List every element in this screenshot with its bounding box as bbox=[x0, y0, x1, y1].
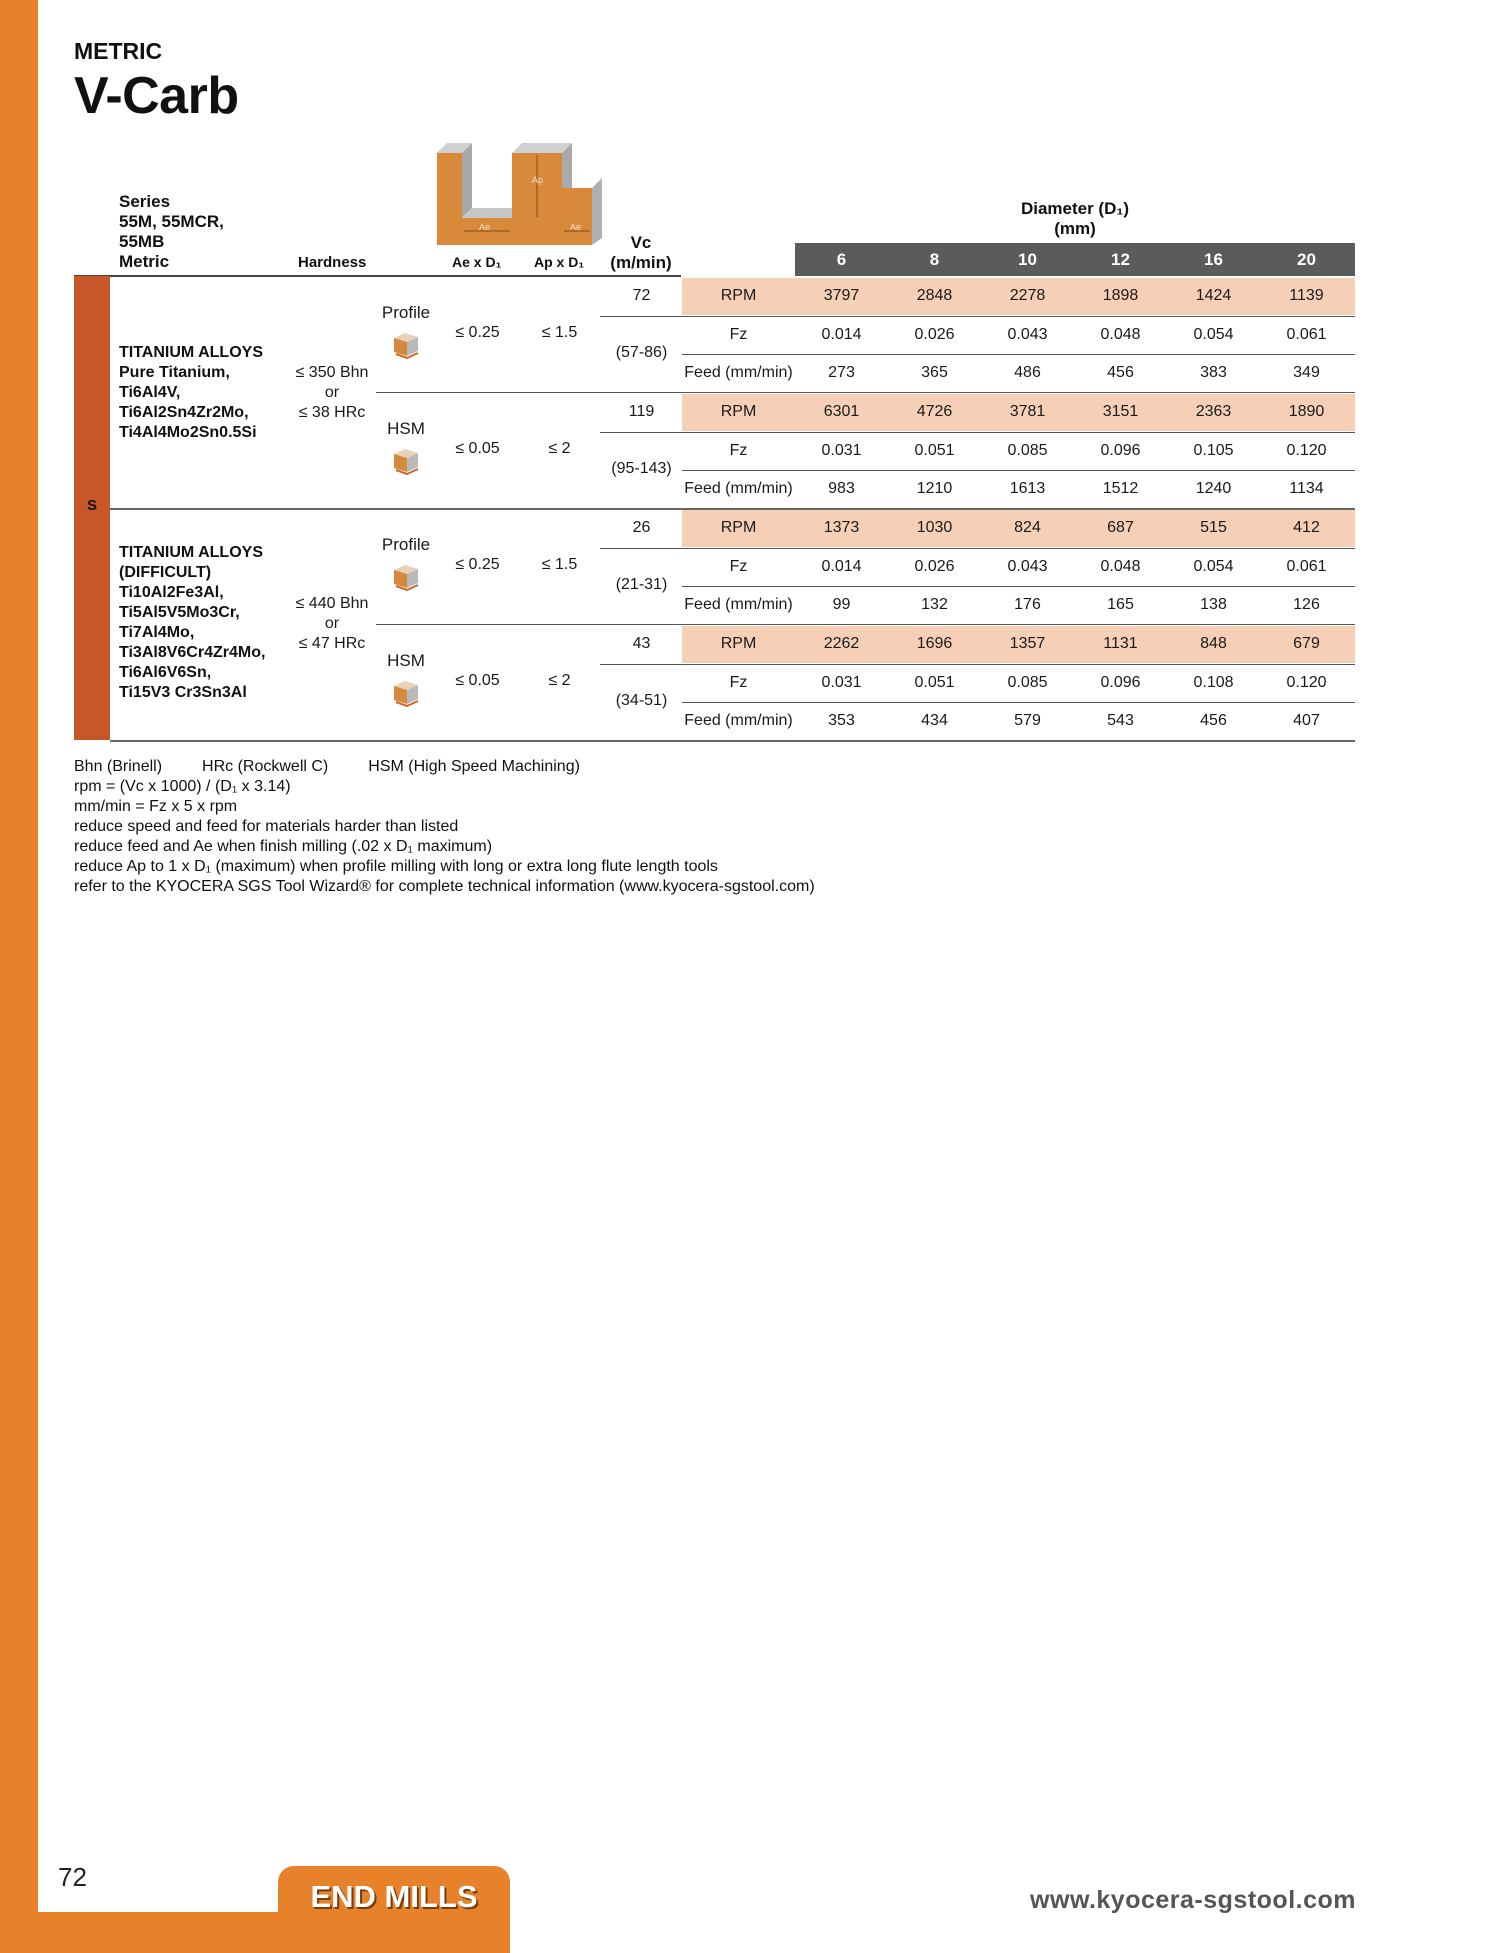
table-cell: 0.014 bbox=[821, 557, 862, 575]
table-cell: 165 bbox=[1107, 596, 1134, 613]
material-line: Ti10Al2Fe3Al, bbox=[119, 584, 224, 601]
strategy-name: HSM bbox=[387, 651, 425, 670]
ap-value: ≤ 2 bbox=[548, 440, 571, 457]
vc-range: (57-86) bbox=[615, 344, 668, 361]
table-cell: 1898 bbox=[1102, 287, 1139, 304]
strategy-name: Profile bbox=[381, 303, 431, 322]
ap-header: Ap x D₁ bbox=[534, 254, 585, 270]
table-cell: 0.054 bbox=[1193, 557, 1234, 575]
row-label-fz: Fz bbox=[729, 557, 748, 575]
material-line: TITANIUM ALLOYS bbox=[119, 544, 263, 561]
material-description bbox=[119, 543, 265, 703]
vc-value: 119 bbox=[628, 403, 655, 420]
row-label-rpm: RPM bbox=[720, 403, 757, 420]
material-line: Ti7Al4Mo, bbox=[119, 624, 195, 641]
tool-path-cube-icon bbox=[391, 329, 421, 359]
row-divider bbox=[600, 432, 1355, 433]
table-cell: 2363 bbox=[1195, 403, 1232, 420]
diameter-col-3: 12 bbox=[1111, 250, 1130, 269]
unit-system-label: METRIC bbox=[74, 38, 163, 64]
table-cell: 2278 bbox=[1009, 287, 1046, 304]
row-label-feed: Feed (mm/min) bbox=[684, 364, 793, 381]
hardness-line: ≤ 47 HRc bbox=[298, 635, 366, 652]
table-cell: 126 bbox=[1293, 596, 1320, 613]
note-line: refer to the KYOCERA SGS Tool Wizard® for complete technical information (www.kyocera-sgstool.com) bbox=[74, 878, 815, 895]
table-cell: 2848 bbox=[916, 287, 953, 304]
diagram-ap-label: Ap bbox=[532, 175, 544, 185]
vc-header: Vc (m/min) bbox=[610, 233, 672, 272]
footer-section-tab[interactable]: END MILLS bbox=[278, 1866, 510, 1953]
table-cell: 486 bbox=[1014, 364, 1041, 381]
row-label-feed: Feed (mm/min) bbox=[684, 596, 793, 613]
note-line: reduce feed and Ae when finish milling (.02 x D₁ maximum) bbox=[74, 838, 493, 855]
table-cell: 0.051 bbox=[914, 673, 955, 691]
hardness-value bbox=[286, 594, 378, 654]
table-cell: 3781 bbox=[1009, 403, 1046, 420]
diameter-col-1: 8 bbox=[929, 250, 940, 269]
hardness-header: Hardness bbox=[298, 254, 367, 271]
table-cell: 1512 bbox=[1102, 480, 1139, 497]
page-number: 72 bbox=[58, 1862, 87, 1892]
table-cell: 0.031 bbox=[821, 441, 862, 459]
table-cell: 1210 bbox=[916, 480, 953, 497]
legend-hrc: HRc (Rockwell C) bbox=[202, 758, 329, 775]
material-line: Pure Titanium, bbox=[119, 364, 230, 381]
footer-band bbox=[0, 1912, 278, 1953]
note-line: reduce Ap to 1 x D₁ (maximum) when profile milling with long or extra long flute length tools bbox=[74, 858, 718, 875]
table-cell: 515 bbox=[1200, 519, 1227, 536]
table-cell: 0.061 bbox=[1286, 325, 1327, 343]
table-cell: 412 bbox=[1293, 519, 1320, 536]
legend-hsm: HSM (High Speed Machining) bbox=[368, 758, 580, 775]
row-label-fz: Fz bbox=[729, 325, 748, 343]
table-cell: 1613 bbox=[1009, 480, 1046, 497]
material-line: Ti5Al5V5Mo3Cr, bbox=[119, 604, 240, 621]
tool-path-cube-icon bbox=[391, 561, 421, 591]
material-line: Ti6Al6V6Sn, bbox=[119, 664, 212, 681]
row-divider bbox=[600, 316, 1355, 317]
material-line: TITANIUM ALLOYS bbox=[119, 344, 263, 361]
note-line: mm/min = Fz x 5 x rpm bbox=[74, 798, 238, 815]
strategy-divider bbox=[376, 392, 1355, 393]
page-title: V-Carb bbox=[74, 67, 239, 125]
ae-value: ≤ 0.05 bbox=[455, 440, 500, 457]
table-cell: 3151 bbox=[1102, 403, 1139, 420]
table-cell: 456 bbox=[1200, 712, 1227, 729]
table-cell: 0.105 bbox=[1193, 441, 1234, 459]
table-cell: 138 bbox=[1200, 596, 1227, 613]
notes bbox=[74, 757, 815, 897]
table-cell: 1890 bbox=[1288, 403, 1325, 420]
ae-value: ≤ 0.05 bbox=[455, 672, 500, 689]
diameter-col-0: 6 bbox=[836, 250, 847, 269]
table-cell: 273 bbox=[828, 364, 855, 381]
table-cell: 0.014 bbox=[821, 325, 862, 343]
table-cell: 0.108 bbox=[1193, 673, 1234, 691]
hardness-line: or bbox=[324, 615, 340, 632]
ae-header: Ae x D₁ bbox=[452, 254, 502, 270]
table-cell: 0.048 bbox=[1100, 325, 1141, 343]
table-cell: 0.054 bbox=[1193, 325, 1234, 343]
row-divider bbox=[682, 702, 1355, 703]
table-cell: 407 bbox=[1293, 712, 1320, 729]
table-cell: 1357 bbox=[1009, 635, 1046, 652]
group-divider bbox=[110, 740, 1355, 742]
vc-range: (21-31) bbox=[615, 576, 668, 593]
ae-value: ≤ 0.25 bbox=[455, 324, 500, 341]
row-divider bbox=[600, 664, 1355, 665]
tool-path-cube-icon bbox=[391, 677, 421, 707]
table-cell: 0.061 bbox=[1286, 557, 1327, 575]
ap-value: ≤ 1.5 bbox=[541, 324, 578, 341]
tool-path-cube-icon bbox=[391, 445, 421, 475]
diameter-col-4: 16 bbox=[1204, 250, 1223, 269]
table-cell: 0.026 bbox=[914, 325, 955, 343]
row-divider bbox=[682, 354, 1355, 355]
table-cell: 1139 bbox=[1289, 287, 1324, 304]
ap-value: ≤ 1.5 bbox=[541, 556, 578, 573]
table-cell: 176 bbox=[1014, 596, 1041, 613]
table-cell: 0.120 bbox=[1286, 441, 1327, 459]
strategy-name: Profile bbox=[381, 535, 431, 554]
material-line: Ti6Al4V, bbox=[119, 384, 181, 401]
row-label-rpm: RPM bbox=[720, 519, 757, 536]
table-cell: 1134 bbox=[1289, 480, 1324, 497]
table-cell: 0.048 bbox=[1100, 557, 1141, 575]
diagram-ae-label: Ae bbox=[479, 222, 491, 232]
table-cell: 0.026 bbox=[914, 557, 955, 575]
material-line: Ti3Al8V6Cr4Zr4Mo, bbox=[119, 644, 266, 661]
table-cell: 1240 bbox=[1195, 480, 1232, 497]
table-cell: 543 bbox=[1107, 712, 1134, 729]
diameter-col-2: 10 bbox=[1018, 250, 1037, 269]
table-cell: 0.043 bbox=[1007, 325, 1048, 343]
note-line: rpm = (Vc x 1000) / (D₁ x 3.14) bbox=[74, 778, 291, 795]
table-cell: 0.031 bbox=[821, 673, 862, 691]
vc-value: 43 bbox=[632, 635, 651, 652]
table-cell: 456 bbox=[1107, 364, 1134, 381]
table-cell: 824 bbox=[1014, 519, 1041, 536]
diameter-col-5: 20 bbox=[1297, 250, 1316, 269]
table-cell: 579 bbox=[1014, 712, 1041, 729]
material-line: Ti15V3 Cr3Sn3Al bbox=[119, 684, 247, 701]
note-line: reduce speed and feed for materials harder than listed bbox=[74, 818, 459, 835]
header-rule bbox=[74, 275, 681, 277]
material-line: Ti6Al2Sn4Zr2Mo, bbox=[119, 404, 249, 421]
material-class-label: S bbox=[86, 497, 97, 514]
legend-bhn: Bhn (Brinell) bbox=[74, 758, 163, 775]
table-cell: 687 bbox=[1107, 519, 1134, 536]
table-cell: 1131 bbox=[1103, 635, 1138, 652]
ap-value: ≤ 2 bbox=[548, 672, 571, 689]
strategy-divider bbox=[376, 624, 1355, 625]
table-cell: 1424 bbox=[1195, 287, 1232, 304]
hardness-line: ≤ 350 Bhn bbox=[295, 364, 369, 381]
hardness-value bbox=[286, 363, 378, 423]
table-cell: 4726 bbox=[916, 403, 953, 420]
row-label-fz: Fz bbox=[729, 673, 748, 691]
vc-value: 26 bbox=[632, 519, 651, 536]
side-accent-bar bbox=[0, 0, 38, 1953]
row-label-rpm: RPM bbox=[720, 635, 757, 652]
row-label-feed: Feed (mm/min) bbox=[684, 712, 793, 729]
table-cell: 0.085 bbox=[1007, 441, 1048, 459]
ae-value: ≤ 0.25 bbox=[455, 556, 500, 573]
row-divider bbox=[682, 586, 1355, 587]
table-cell: 1030 bbox=[916, 519, 953, 536]
table-cell: 349 bbox=[1293, 364, 1320, 381]
diagram-ae-label-2: Ae bbox=[570, 222, 582, 232]
table-cell: 0.085 bbox=[1007, 673, 1048, 691]
table-cell: 1373 bbox=[823, 519, 860, 536]
table-cell: 848 bbox=[1200, 635, 1227, 652]
table-cell: 1696 bbox=[916, 635, 953, 652]
vc-range: (34-51) bbox=[615, 692, 668, 709]
table-cell: 0.096 bbox=[1100, 441, 1141, 459]
hardness-line: or bbox=[324, 384, 340, 401]
vc-value: 72 bbox=[632, 287, 651, 304]
row-divider bbox=[600, 548, 1355, 549]
row-label-fz: Fz bbox=[729, 441, 748, 459]
table-cell: 365 bbox=[921, 364, 948, 381]
table-cell: 679 bbox=[1293, 635, 1320, 652]
material-description bbox=[119, 343, 263, 443]
table-cell: 132 bbox=[921, 596, 948, 613]
series-header: Series 55M, 55MCR, 55MB Metric bbox=[119, 192, 224, 271]
table-cell: 983 bbox=[828, 480, 855, 497]
row-divider bbox=[682, 470, 1355, 471]
diameter-header: Diameter (D₁) (mm) bbox=[1020, 199, 1130, 238]
footer-website-link[interactable]: www.kyocera-sgstool.com bbox=[1030, 1886, 1356, 1914]
table-cell: 0.051 bbox=[914, 441, 955, 459]
table-cell: 99 bbox=[832, 596, 851, 613]
table-cell: 2262 bbox=[823, 635, 860, 652]
table-cell: 383 bbox=[1200, 364, 1227, 381]
table-cell: 0.120 bbox=[1286, 673, 1327, 691]
table-cell: 353 bbox=[828, 712, 855, 729]
table-cell: 434 bbox=[921, 712, 948, 729]
ae-ap-diagram bbox=[437, 143, 602, 245]
table-cell: 0.096 bbox=[1100, 673, 1141, 691]
table-cell: 6301 bbox=[823, 403, 860, 420]
material-line: (DIFFICULT) bbox=[119, 564, 212, 581]
table-cell: 3797 bbox=[823, 287, 860, 304]
row-label-feed: Feed (mm/min) bbox=[684, 480, 793, 497]
hardness-line: ≤ 440 Bhn bbox=[295, 595, 369, 612]
hardness-line: ≤ 38 HRc bbox=[298, 404, 366, 421]
vc-range: (95-143) bbox=[611, 460, 672, 477]
table-cell: 0.043 bbox=[1007, 557, 1048, 575]
row-label-rpm: RPM bbox=[720, 287, 757, 304]
strategy-name: HSM bbox=[387, 419, 425, 438]
material-line: Ti4Al4Mo2Sn0.5Si bbox=[119, 424, 257, 441]
